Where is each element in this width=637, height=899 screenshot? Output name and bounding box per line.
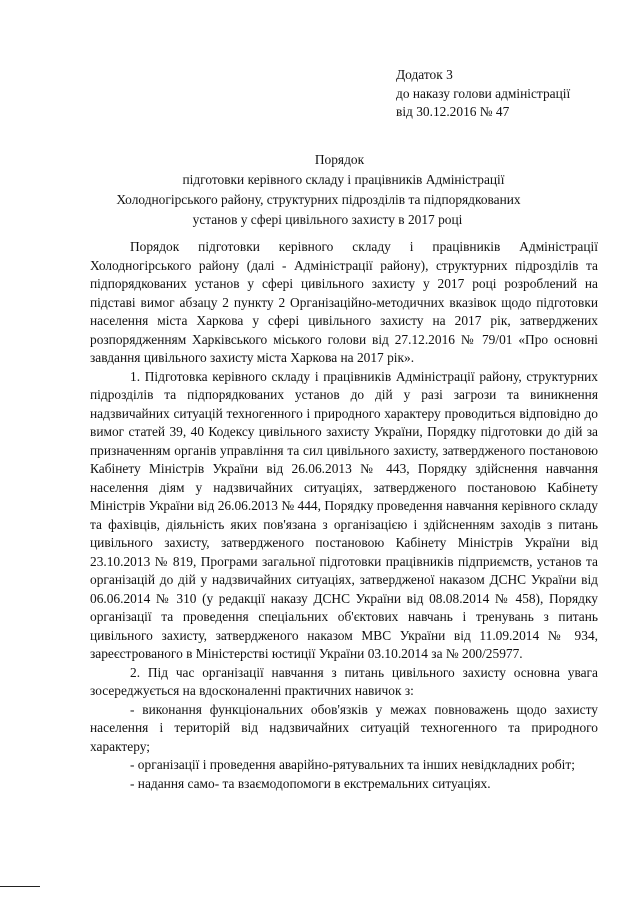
- document-body: [90, 238, 598, 793]
- document-title: [0, 150, 637, 230]
- title-line-4: установ у сфері цивільного захисту в 2017 році: [192, 212, 463, 227]
- intro-paragraph: Порядок підготовки керівного складу і працівників Адміністрації Холодногірського району (далі - Адміністрації району), структурних підрозділів та підпорядкованих установ у сфері цивільного захисту у 2017 році розроблений на підставі вимог абзацу 2 пункту 2 Організаційно-методичних вказівок щодо підготовки населення міста Харкова у сфері цивільного захисту на 2017 рік, затверджених розпорядженням Харківського міського голови від 27.12.2016 № 79/01 «Про основні завдання цивільного захисту міста Харкова на 2017 рік».: [90, 239, 598, 365]
- paragraph-1: 1. Підготовка керівного складу і працівників Адміністрації району, структурних підрозділів та підпорядкованих установ до дій у разі загрози та виникнення надзвичайних ситуацій техногенного і природного характеру проводиться відповідно до вимог статей 39, 40 Кодексу цивільного захисту України, Порядку підготовки до дій за призначенням органів управління та сил цивільного захисту, затвердженого постановою Кабінету Міністрів України від 26.06.2013 № 443, Порядку здійснення навчання населення діям у надзвичайних ситуаціях, затвердженого постановою Кабінету Міністрів України від 26.06.2013 № 444, Порядку проведення навчання керівного складу та фахівців, діяльність яких пов'язана з організацією і здійсненням заходів з питань цивільного захисту, затвердженого постановою Кабінету Міністрів України від 23.10.2013 № 819, Програми загальної підготовки працівників підприємств, установ та організацій до дій у надзвичайних ситуаціях, затвердженої наказом ДСНС України від 06.06.2014 № 310 (у редакції наказу ДСНС України від 08.08.2014 № 458), Порядку організації та проведення спеціальних об'єктових навчань і тренувань з питань цивільного захисту, затвердженого наказом МВС України від 11.09.2014 № 934, зареєстрованого в Міністерстві юстиції України 03.10.2014 за № 200/25977.: [90, 368, 598, 661]
- annex-date: від 30.12.2016 № 47: [396, 104, 510, 119]
- title-heading: Порядок: [314, 152, 365, 167]
- annex-header: [396, 66, 570, 122]
- list-item: - організації і проведення аварійно-рятувальних та інших невідкладних робіт;: [130, 757, 575, 772]
- title-line-2: підготовки керівного складу і працівників Адміністрації: [182, 172, 505, 187]
- list-item: - надання само- та взаємодопомоги в екстремальних ситуаціях.: [130, 775, 491, 791]
- page-footer-rule: [0, 886, 40, 887]
- title-line-3: Холодногірського району, структурних підрозділів та підпорядкованих: [116, 192, 521, 207]
- annex-number: Додаток 3: [396, 67, 453, 82]
- annex-order-ref: до наказу голови адміністрації: [396, 85, 571, 101]
- paragraph-2: 2. Під час організації навчання з питань цивільного захисту основна увага зосереджується на вдосконаленні практичних навичок з:: [90, 664, 598, 698]
- list-item: - виконання функціональних обов'язків у межах повноважень щодо захисту населення і територій від надзвичайних ситуацій техногенного та природного характеру;: [90, 701, 598, 754]
